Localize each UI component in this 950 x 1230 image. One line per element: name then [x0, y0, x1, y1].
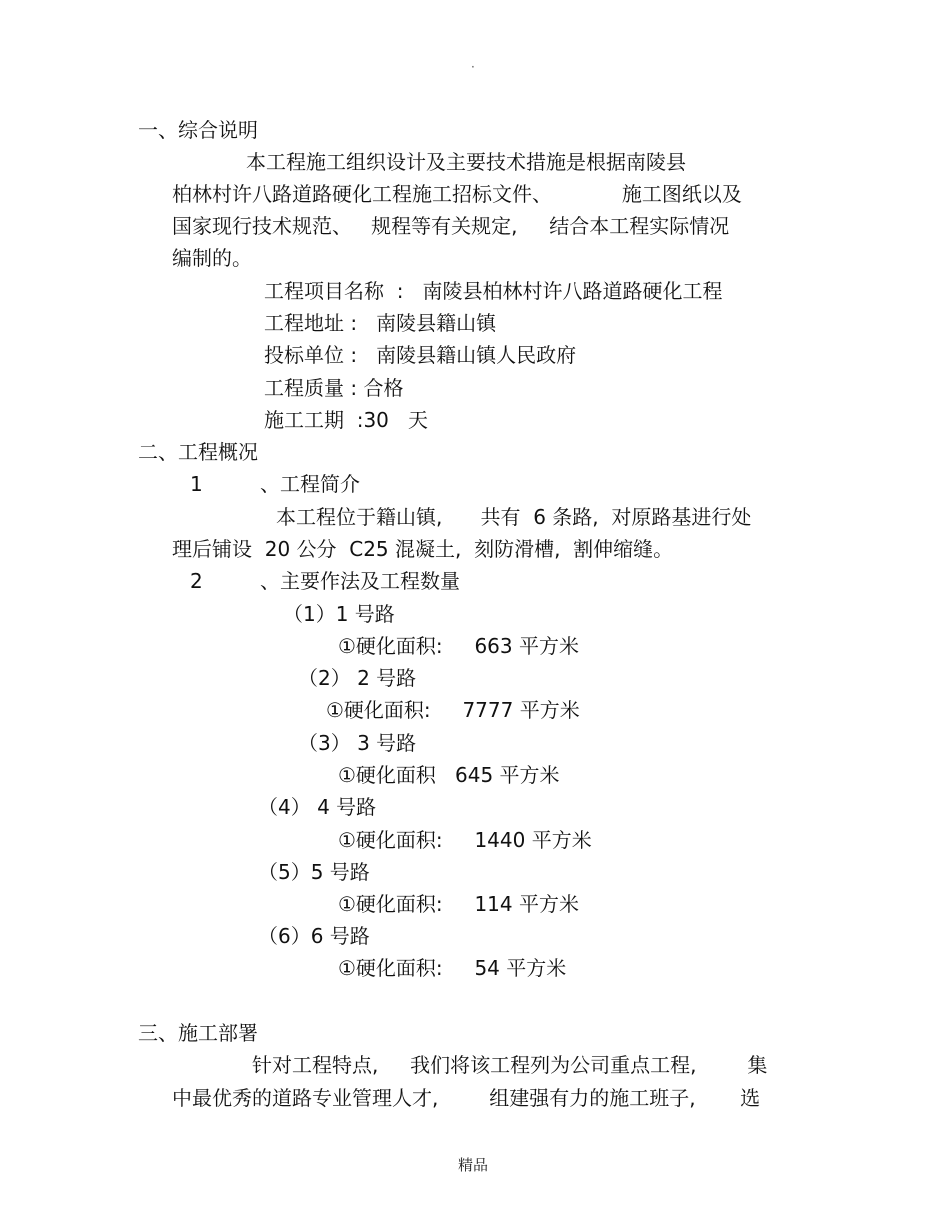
paragraph-line: 中最优秀的道路专业管理人才, 组建强有力的施工班子, 选 [172, 1086, 761, 1110]
project-address: 工程地址 : 南陵县籍山镇 [264, 311, 497, 335]
road-title: （4） 4 号路 [258, 795, 377, 819]
road-title: （5）5 号路 [258, 860, 370, 884]
road-area: ①硬化面积: 54 平方米 [338, 956, 567, 980]
road-area: ①硬化面积: 114 平方米 [338, 892, 579, 916]
project-quality: 工程质量 : 合格 [264, 376, 404, 400]
page-footer: 精品 [458, 1156, 489, 1174]
header-dot: · [471, 60, 475, 74]
road-title: （2） 2 号路 [298, 666, 417, 690]
road-area: ①硬化面积: 663 平方米 [338, 634, 579, 658]
subsection-heading-2: 2 、主要作法及工程数量 [190, 569, 460, 593]
paragraph-line: 本工程位于籍山镇, 共有 6 条路, 对原路基进行处 [276, 505, 752, 529]
road-title: （6）6 号路 [258, 924, 370, 948]
section-heading-1: 一、综合说明 [138, 118, 258, 142]
project-name: 工程项目名称 : 南陵县柏林村许八路道路硬化工程 [264, 279, 723, 303]
paragraph-line: 编制的。 [172, 246, 252, 270]
road-area: ①硬化面积: 7777 平方米 [326, 698, 580, 722]
bidding-unit: 投标单位 : 南陵县籍山镇人民政府 [264, 343, 577, 367]
section-heading-3: 三、施工部署 [138, 1021, 258, 1045]
road-area: ①硬化面积: 1440 平方米 [338, 828, 592, 852]
paragraph-line: 柏林村许八路道路硬化工程施工招标文件、 施工图纸以及 [172, 182, 742, 206]
section-heading-2: 二、工程概况 [138, 440, 258, 464]
road-area: ①硬化面积 645 平方米 [338, 763, 560, 787]
construction-period: 施工工期 :30 天 [264, 408, 428, 432]
paragraph-line: 针对工程特点, 我们将该工程列为公司重点工程, 集 [252, 1053, 768, 1077]
paragraph-line: 理后铺设 20 公分 C25 混凝土, 刻防滑槽, 割伸缩缝。 [172, 537, 674, 561]
road-title: （1）1 号路 [283, 602, 395, 626]
subsection-heading-1: 1 、工程简介 [190, 472, 360, 496]
paragraph-line: 本工程施工组织设计及主要技术措施是根据南陵县 [246, 150, 686, 174]
paragraph-line: 国家现行技术规范、 规程等有关规定, 结合本工程实际情况 [172, 214, 730, 238]
road-title: （3） 3 号路 [298, 731, 417, 755]
